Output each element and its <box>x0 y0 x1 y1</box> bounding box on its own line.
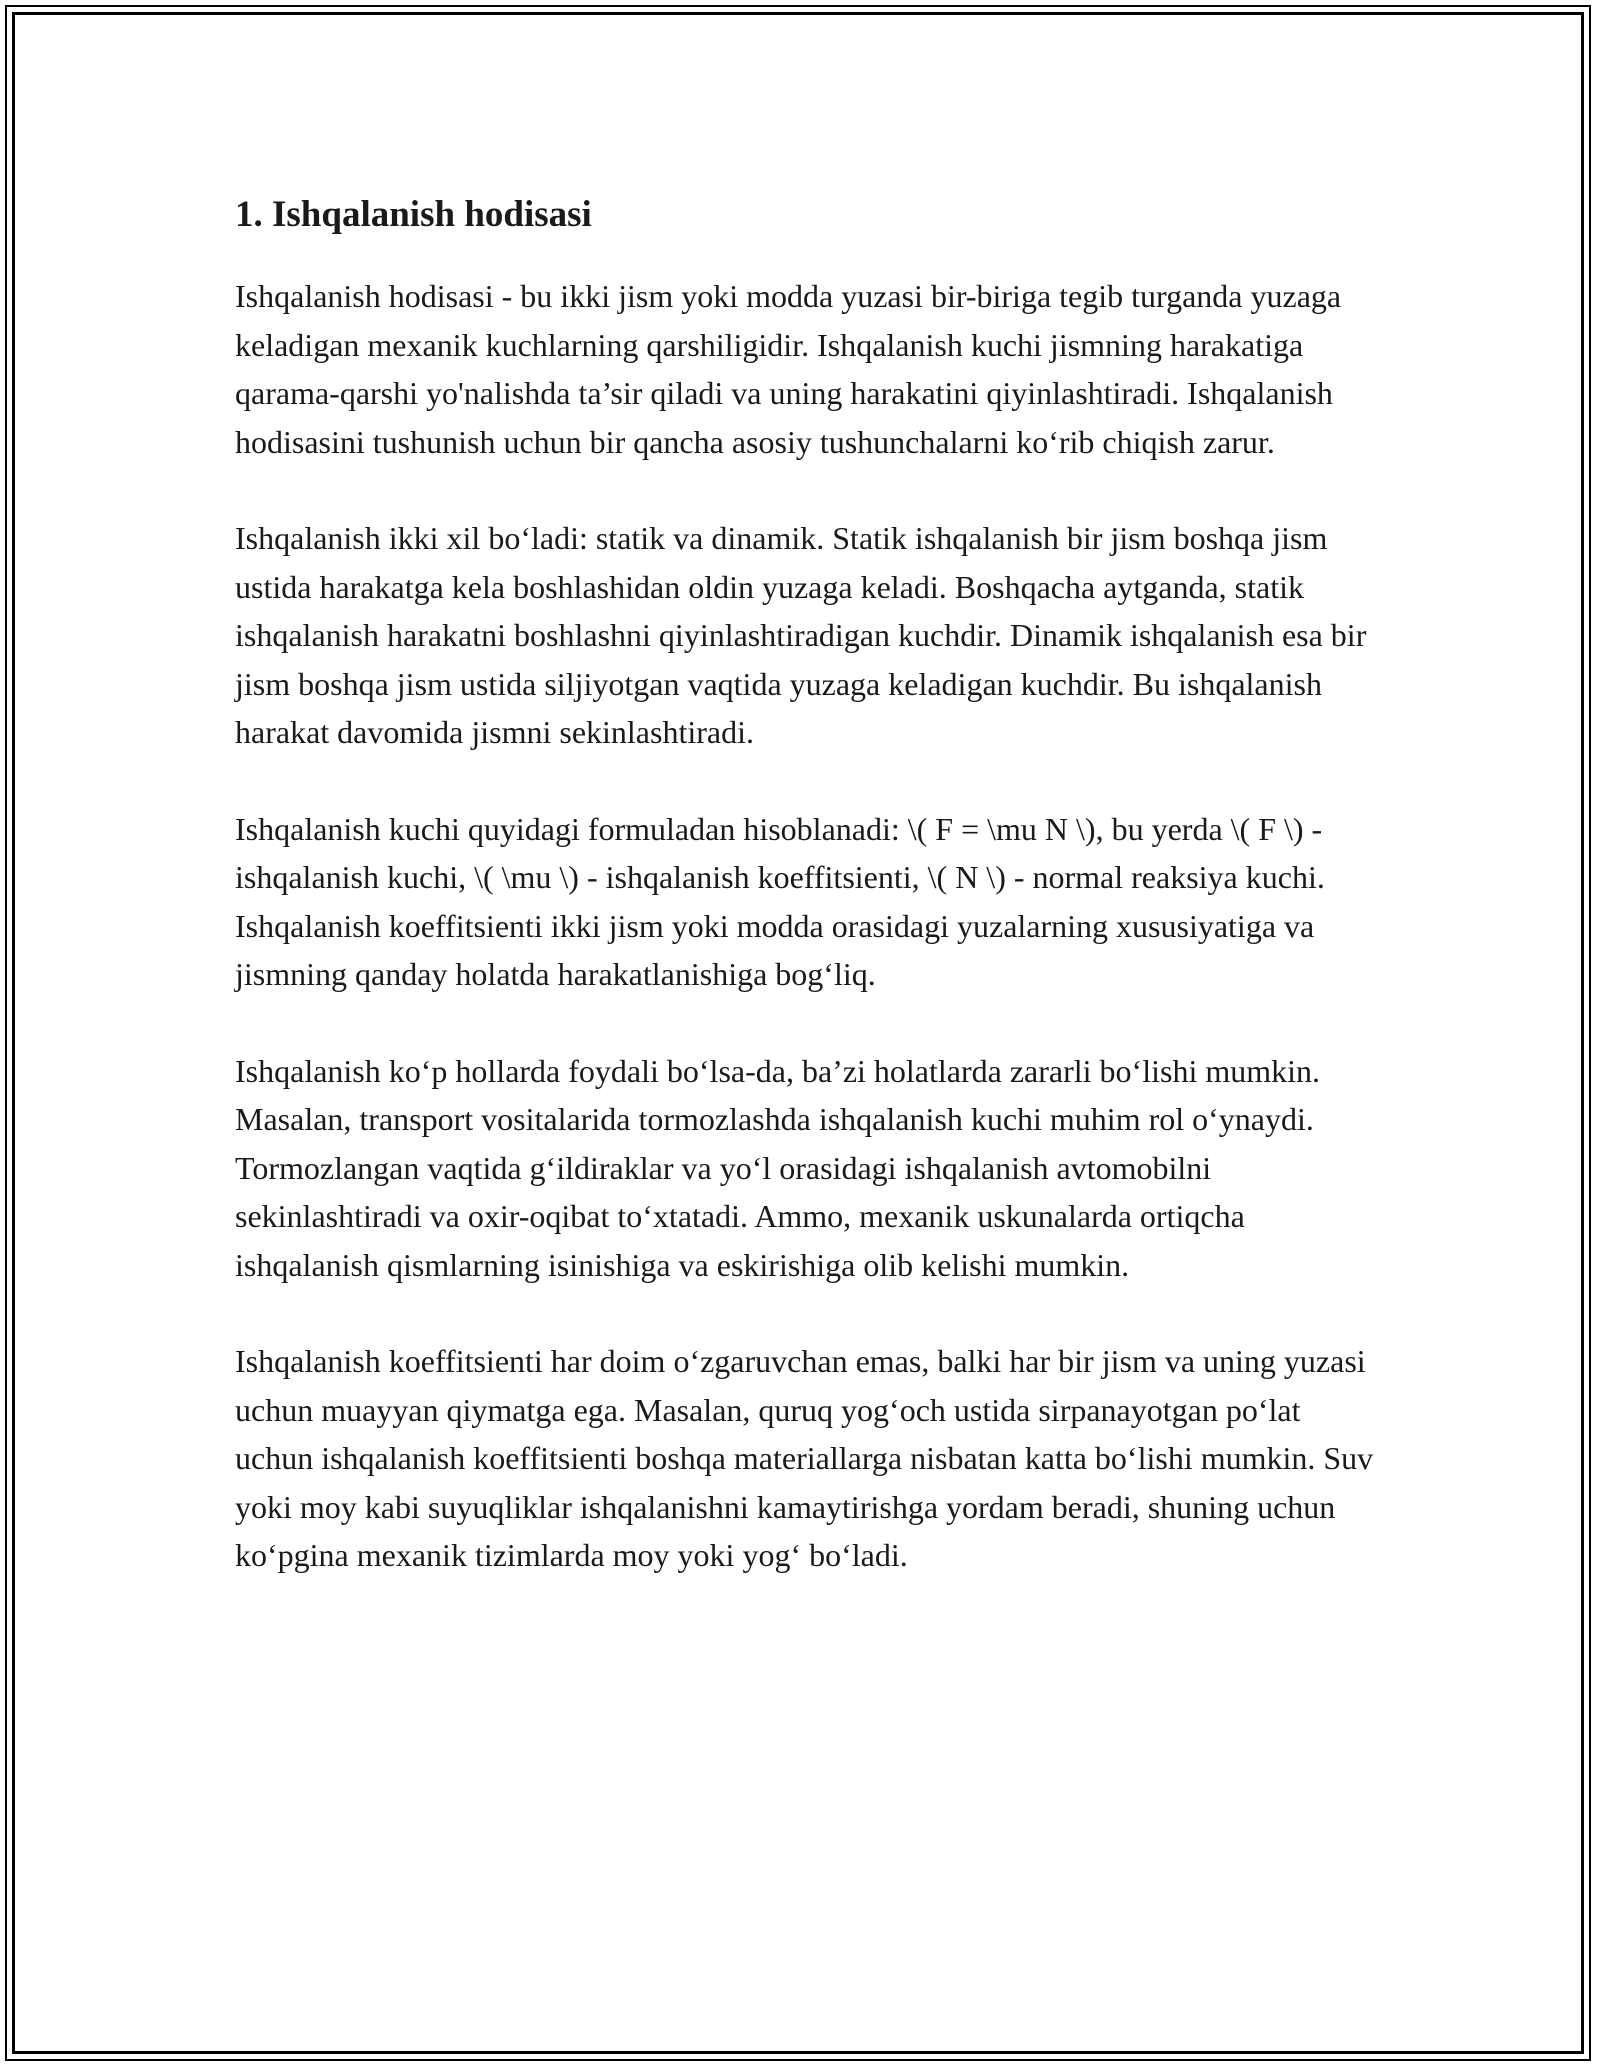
document-body <box>235 188 1375 1628</box>
section-heading: 1. Ishqalanish hodisasi <box>235 194 592 235</box>
paragraph-intro: Ishqalanish hodisasi - bu ikki jism yoki modda yuzasi bir-biriga tegib turganda yuzaga keladigan mexanik kuchlarning qarshiligidir. Ishqalanish kuchi jismning harakatiga qarama-qarshi yo'nalishda ta’sir qiladi va uning harakatini qiyinlashtiradi. Ishqalanish hodisasini tushunish uchun bir qancha asosiy tushunchalarni ko‘rib chiqish zarur. <box>235 278 1342 460</box>
paragraph-coefficient: Ishqalanish koeffitsienti har doim o‘zgaruvchan emas, balki har bir jism va uning yuzasi uchun muayyan qiymatga ega. Masalan, quruq yog‘och ustida sirpanayotgan po‘lat uchun ishqalanish koeffitsienti boshqa materiallarga nisbatan katta bo‘lishi mumkin. Suv yoki moy kabi suyuqliklar ishqalanishni kamaytirishga yordam beradi, shuning uchun ko‘pgina mexanik tizimlarda moy yoki yog‘ bo‘ladi. <box>235 1343 1374 1573</box>
paragraph-formula: Ishqalanish kuchi quyidagi formuladan hisoblanadi: \( F = \mu N \), bu yerda \( F \) - ishqalanish kuchi, \( \mu \) - ishqalanish koeffitsienti, \( N \) - normal reaksiya kuchi. Ishqalanish koeffitsienti ikki jism yoki modda orasidagi yuzalarning xususiyatiga va jismning qanday holatda harakatlanishiga bog‘liq. <box>235 810 1325 992</box>
paragraph-types: Ishqalanish ikki xil bo‘ladi: statik va dinamik. Statik ishqalanish bir jism boshqa jism ustida harakatga kela boshlashidan oldin yuzaga keladi. Boshqacha aytganda, statik ishqalanish harakatni boshlashni qiyinlashtiradigan kuchdir. Dinamik ishqalanish esa bir jism boshqa jism ustida siljiyotgan vaqtida yuzaga keladigan kuchdir. Bu ishqalanish harakat davomida jismni sekinlashtiradi. <box>235 520 1367 750</box>
paragraph-usefulness: Ishqalanish ko‘p hollarda foydali bo‘lsa-da, ba’zi holatlarda zararli bo‘lishi mumkin. Masalan, transport vositalarida tormozlashda ishqalanish kuchi muhim rol o‘ynaydi. Tormozlangan vaqtida g‘ildiraklar va yo‘l orasidagi ishqalanish avtomobilni sekinlashtiradi va oxir-oqibat to‘xtatadi. Ammo, mexanik uskunalarda ortiqcha ishqalanish qismlarning isinishiga va eskirishiga olib kelishi mumkin. <box>235 1052 1320 1283</box>
